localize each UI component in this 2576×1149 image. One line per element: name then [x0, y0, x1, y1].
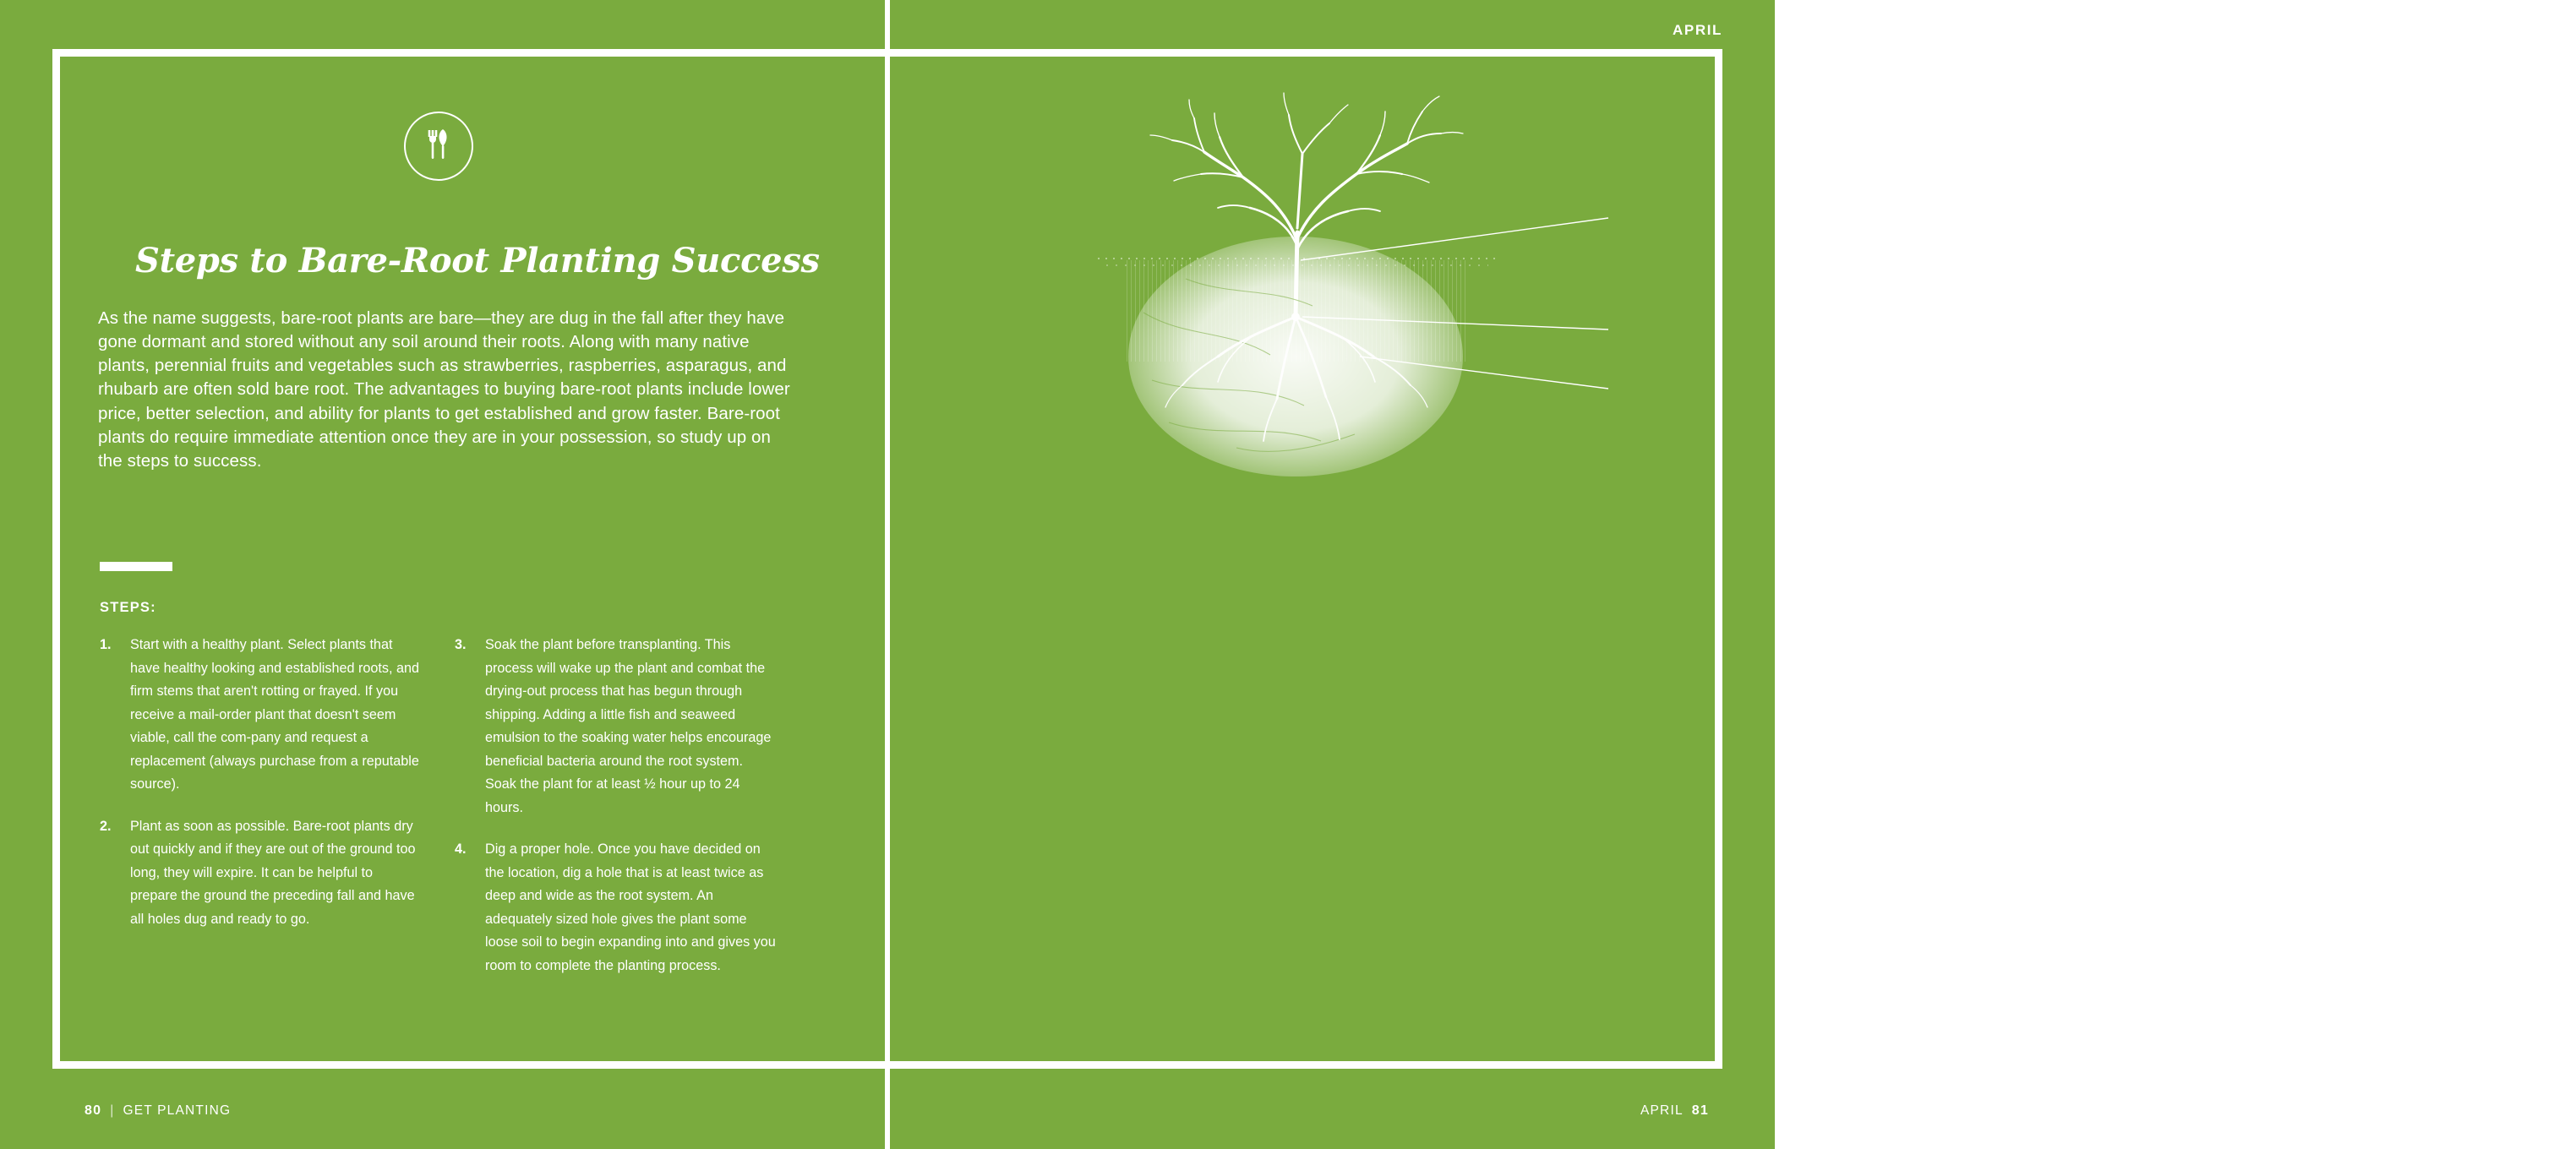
step-text: Keep the crown at soil level. Mound the soil in the shape of a dome in the bottom of the hole at the depth of the root system. Then place the plant on top, spreading the roots around that dome. Next, cover the roots with soil from the hole, up to the base of the plant. You should be able to see a difference in the stem from where it was buried and where it was out of the soil. With fruit trees that have been grafted, you will see a sort of ring where the tree healed itself. Don't bury the plant beyond these points. Gently pack the soil around the plant to remove air pockets and stabilize the plant. If you are planting a tree or any large plant that might fall over in high-wind conditions, stake it for at least the first year.	[1905, 637, 2196, 1001]
step-text: Dig a proper hole. Once you have decided on the location, dig a hole that is at least twice as deep and wide as the root system. An adequately sized hole gives the plant some loose soil to begin expanding into and gives you room to complete the planting process.	[485, 841, 776, 973]
step-number: 2.	[100, 818, 112, 834]
left-page-content	[0, 0, 885, 1149]
step-number: 3.	[455, 637, 467, 652]
right-page-footer	[1640, 1103, 1709, 1119]
step-text: Plant as soon as possible. Bare-root plants dry out quickly and if they are out of the ground too long, they will expire. It can be helpful to prepare the ground the preceding fall and have all holes dug and ready to go.	[130, 818, 416, 927]
section-rule	[100, 562, 172, 571]
running-head: APRIL	[1673, 22, 1722, 38]
steps-column-three	[1875, 634, 2196, 1024]
step-item	[455, 838, 776, 977]
step-text: Start with a healthy plant. Select plants that have healthy looking and established roots, and firm stems that aren't rotting or frayed. If you receive a mail-order plant that doesn't seem viable, call the com-pany and request a replacement (always purchase from a reputable source).	[130, 637, 419, 792]
step-number: 5.	[1875, 637, 1886, 652]
page-number: 80	[85, 1103, 102, 1118]
footer-section-label: APRIL	[1640, 1103, 1684, 1118]
right-page	[887, 0, 2576, 1149]
step-number: 1.	[100, 637, 112, 652]
step-item	[1875, 634, 2196, 1005]
label-mound-of-soil: mound of soil	[2498, 387, 2576, 401]
footer-section-label: GET PLANTING	[123, 1103, 232, 1118]
figure-caption-column	[2259, 639, 2563, 720]
footer-separator: |	[110, 1103, 115, 1118]
step-item	[100, 815, 421, 932]
left-page	[0, 0, 887, 1149]
right-page-content	[890, 0, 2576, 1149]
page-title: Steps to Bare-Root Planting Success	[135, 240, 820, 280]
page-number: 81	[1691, 1103, 1709, 1118]
step-number: 4.	[455, 841, 467, 857]
figure-caption: ▲ Place the crown of the plant at soil level and spread out the roots over the soil mound so that they will support the plant once the hole is filled.	[2259, 653, 2537, 705]
steps-heading: STEPS:	[100, 600, 156, 615]
label-plant-crown: plant crown	[2498, 328, 2566, 342]
left-page-footer	[85, 1103, 231, 1119]
steps-column-two	[455, 634, 776, 996]
bare-root-tree-planting-diagram	[1017, 59, 1659, 600]
label-soil-line: soil line	[2498, 223, 2542, 237]
steps-column-one	[100, 634, 421, 950]
step-item	[100, 634, 421, 797]
garden-tools-icon	[404, 112, 473, 181]
step-text: Soak the plant before transplanting. This process will wake up the plant and combat the drying-out process that has begun through shipping. Adding a little fish and seaweed emulsion to the soaking water helps encourage beneficial bacteria around the root system. Soak the plant for at least ½ hour up to 24 hours.	[485, 637, 772, 815]
intro-paragraph: As the name suggests, bare-root plants are bare—they are dug in the fall after they have gone dormant and stored without any soil around their roots. Along with many native plants, perennial fruits and vegetables such as strawberries, raspberries, asparagus, and rhubarb are often sold bare root. The advantages to buying bare-root plants include lower price, better selection, and ability for plants to get established and grow faster. Bare-root plants do require immediate attention once they are in your possession, so study up on the steps to success.	[98, 308, 790, 471]
step-item	[455, 634, 776, 820]
